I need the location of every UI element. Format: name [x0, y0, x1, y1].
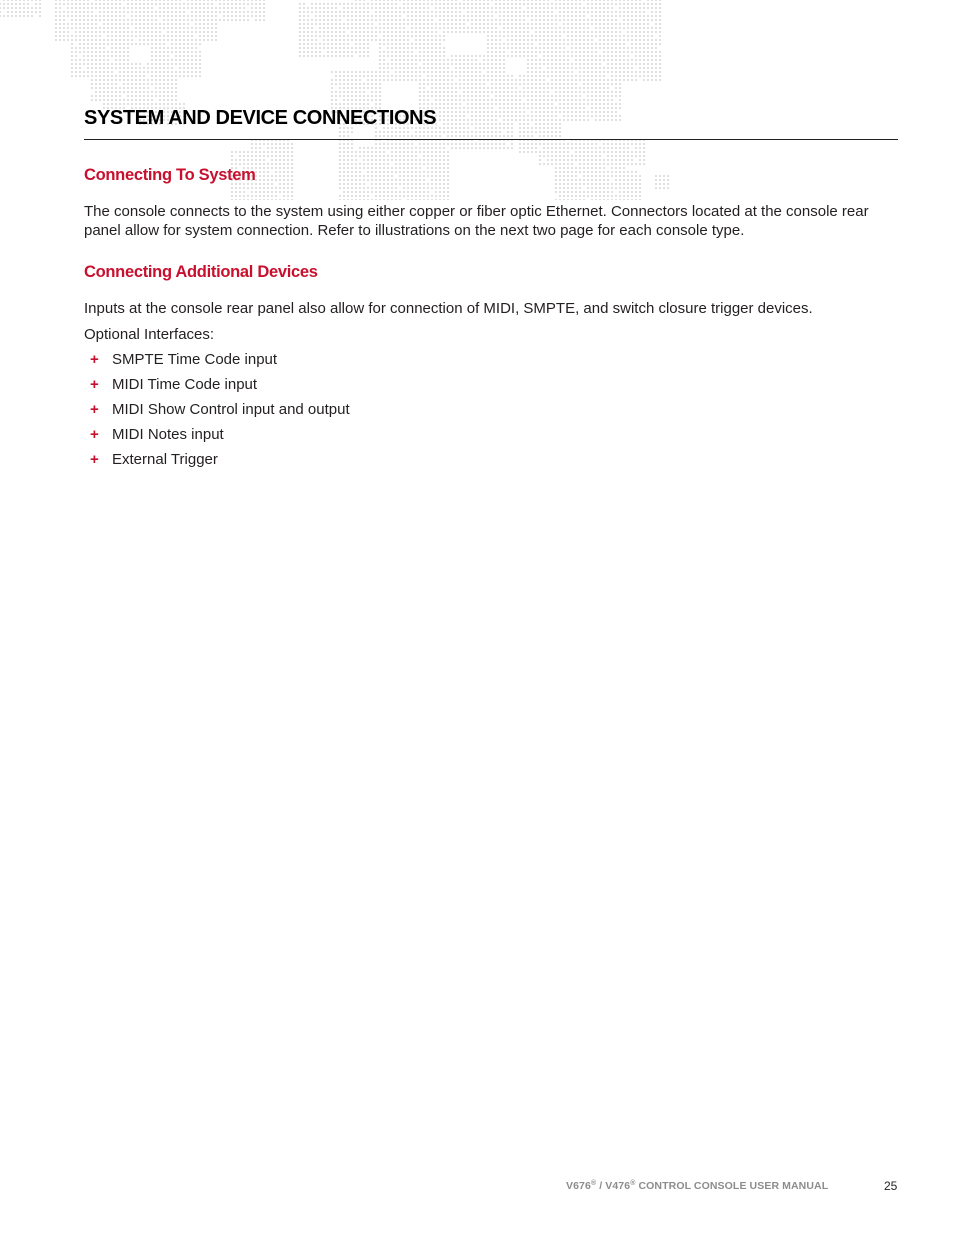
plus-icon: +: [90, 401, 99, 418]
plus-icon: +: [90, 376, 99, 393]
footer-manual-title: [566, 1178, 828, 1194]
paragraph-system-connection: The console connects to the system using either copper or fiber optic Ethernet. Connectors located at the console rear panel allow for system connection. Refer to illustrations on the next two page for each console type.: [84, 203, 869, 239]
registered-mark-icon: ®: [630, 1180, 636, 1187]
page-number: 25: [884, 1179, 898, 1193]
plus-icon: +: [90, 451, 99, 468]
footer-model-a: V676: [566, 1180, 591, 1192]
footer-model-b: V476: [605, 1180, 631, 1192]
page-title: SYSTEM AND DEVICE CONNECTIONS: [84, 107, 437, 129]
footer-manual-name: CONTROL CONSOLE USER MANUAL: [635, 1180, 829, 1192]
subheading-connecting-additional-devices: Connecting Additional Devices: [84, 263, 318, 281]
plus-icon: +: [90, 426, 99, 443]
registered-mark-icon: ®: [590, 1180, 597, 1187]
plus-icon: +: [90, 351, 99, 368]
title-divider: [84, 139, 898, 140]
footer-separator: /: [596, 1180, 606, 1192]
optional-interfaces-label: Optional Interfaces:: [84, 326, 215, 343]
paragraph-device-connection: Inputs at the console rear panel also allow for connection of MIDI, SMPTE, and switch closure trigger devices.: [84, 300, 813, 317]
subheading-connecting-to-system: Connecting To System: [84, 166, 256, 184]
